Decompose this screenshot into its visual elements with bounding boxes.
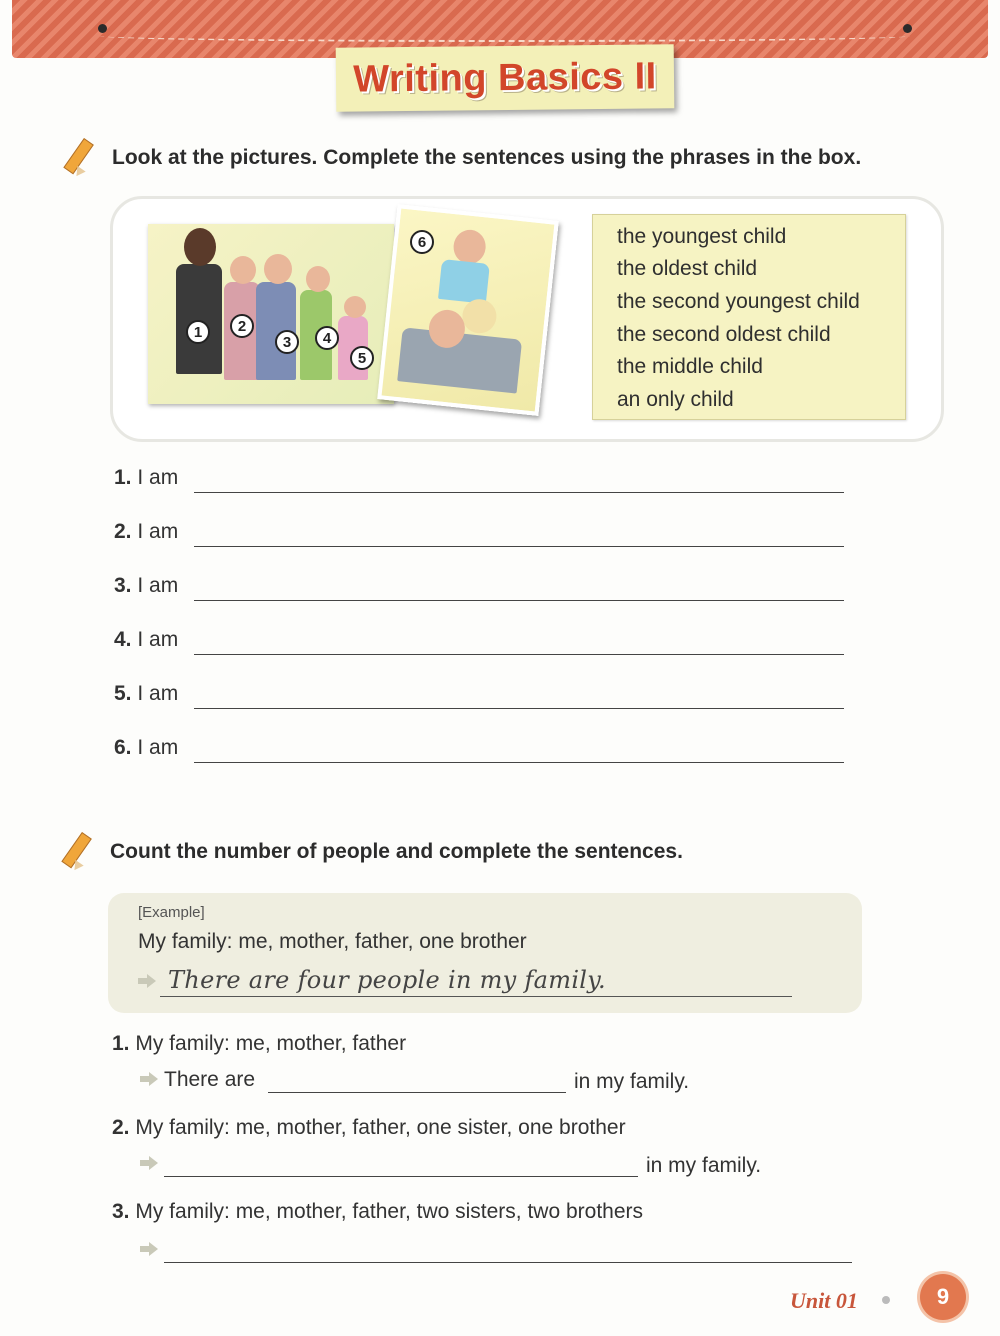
question-number: 3. (114, 574, 132, 597)
answer-line[interactable] (194, 654, 844, 655)
section2-instruction: Count the number of people and complete the sentences. (110, 840, 683, 863)
question-text: I am (137, 466, 179, 489)
page-number: 9 (920, 1274, 966, 1320)
question-number: 2. (114, 520, 132, 543)
section2-heading (72, 832, 683, 872)
section1-heading (74, 138, 861, 178)
family-photo-siblings (148, 224, 394, 404)
question-row (114, 466, 178, 490)
pin-left-icon (98, 24, 107, 33)
marker-1: 1 (186, 320, 210, 344)
question-row (114, 682, 178, 706)
phrase-item: the middle child (617, 355, 763, 378)
arrow-icon (140, 1072, 158, 1086)
question-row (114, 520, 178, 544)
marker-2: 2 (230, 314, 254, 338)
banner-stitching (100, 30, 910, 42)
arrow-icon (138, 974, 156, 988)
question-text: I am (137, 736, 179, 759)
example-label: [Example] (138, 904, 205, 921)
answer-line[interactable] (194, 492, 844, 493)
question-family: My family: me, mother, father, two sisters, two brothers (135, 1200, 644, 1223)
answer-line[interactable] (268, 1092, 566, 1093)
example-answer-line (160, 996, 792, 997)
question-number: 1. (112, 1032, 130, 1055)
question-row (114, 574, 178, 598)
pencil-icon (74, 138, 102, 178)
question-number: 3. (112, 1200, 130, 1223)
question-number: 4. (114, 628, 132, 651)
answer-line[interactable] (194, 708, 844, 709)
arrow-icon (140, 1156, 158, 1170)
answer-prefix: There are (164, 1068, 256, 1091)
answer-line[interactable] (164, 1176, 638, 1177)
marker-6: 6 (410, 230, 434, 254)
arrow-icon (140, 1242, 158, 1256)
marker-4: 4 (315, 326, 339, 350)
pin-right-icon (903, 24, 912, 33)
phrase-item: an only child (617, 388, 734, 411)
phrase-item: the oldest child (617, 257, 758, 280)
question-text: I am (137, 520, 179, 543)
count-question-1 (112, 1032, 406, 1056)
question-text: I am (137, 628, 179, 651)
example-family: My family: me, mother, father, one brother (138, 930, 527, 953)
section1-instruction: Look at the pictures. Complete the sentences using the phrases in the box. (112, 146, 862, 169)
question-number: 1. (114, 466, 132, 489)
example-answer: There are four people in my family. (168, 966, 606, 994)
title-card (336, 44, 675, 112)
family-photo-only-child (377, 204, 559, 416)
count-question-2 (112, 1116, 626, 1140)
pencil-icon (72, 832, 100, 872)
unit-label: Unit 01 (790, 1288, 858, 1313)
question-family: My family: me, mother, father, one sister, one brother (135, 1116, 626, 1139)
question-text: I am (137, 682, 179, 705)
marker-3: 3 (275, 330, 299, 354)
question-number: 5. (114, 682, 132, 705)
phrase-item: the second oldest child (617, 323, 831, 346)
phrase-item: the youngest child (617, 225, 787, 248)
question-row (114, 736, 178, 760)
answer-line[interactable] (164, 1262, 852, 1263)
answer-suffix: in my family. (646, 1154, 762, 1177)
footer-dot (882, 1296, 890, 1304)
marker-5: 5 (350, 346, 374, 370)
question-family: My family: me, mother, father (135, 1032, 407, 1055)
count-question-3 (112, 1200, 643, 1224)
page-title: Writing Basics II (353, 54, 657, 101)
question-number: 6. (114, 736, 132, 759)
question-text: I am (137, 574, 179, 597)
answer-suffix: in my family. (574, 1070, 690, 1093)
answer-line[interactable] (194, 546, 844, 547)
answer-line[interactable] (194, 762, 844, 763)
question-number: 2. (112, 1116, 130, 1139)
question-row (114, 628, 178, 652)
phrase-item: the second youngest child (617, 290, 860, 313)
phrase-box (592, 214, 906, 420)
answer-line[interactable] (194, 600, 844, 601)
